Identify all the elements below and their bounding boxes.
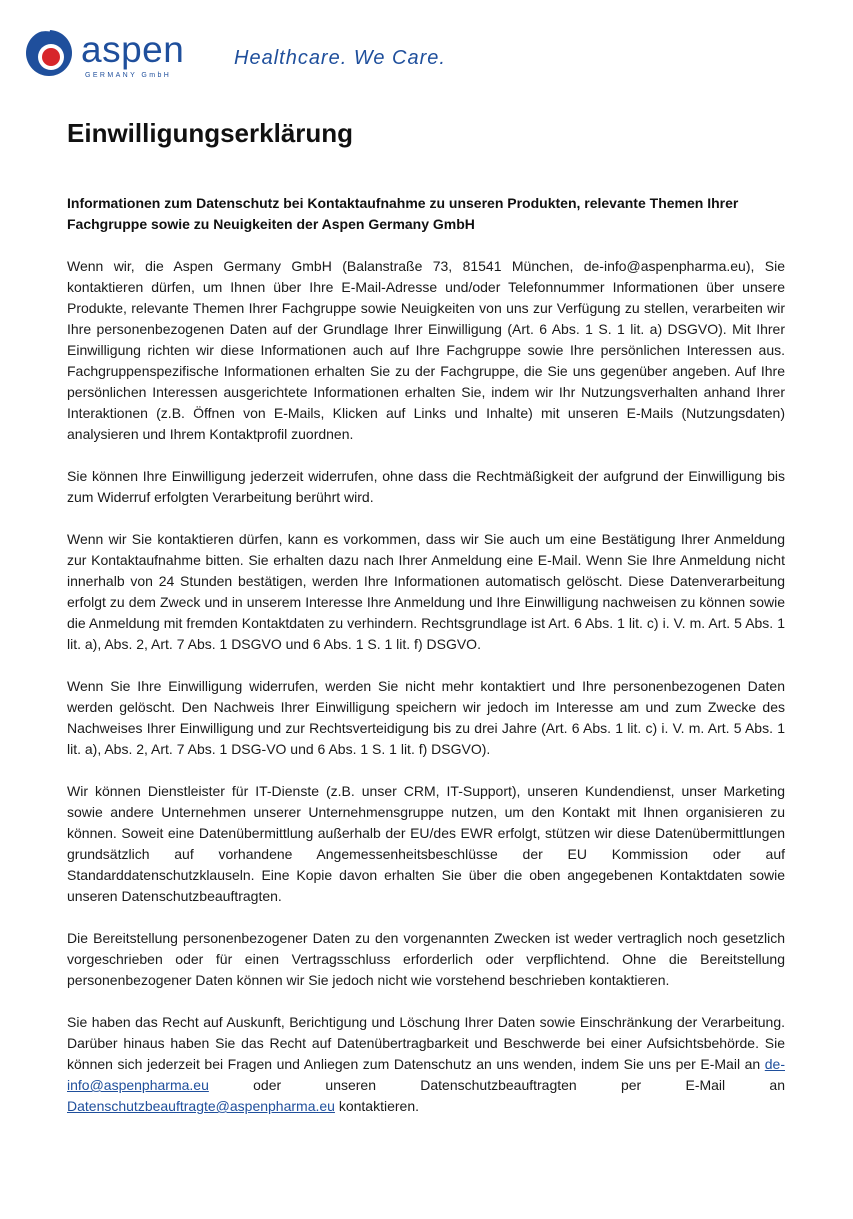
aspen-logo-icon — [24, 26, 74, 80]
page-header — [24, 26, 824, 86]
paragraph-provision: Die Bereitstellung personenbezogener Daten zu den vorgenannten Zwecken ist weder vertraglich noch gesetzlich vorgeschrieben oder für einen Vertragsschluss erforderlich oder verpflichtend. Ohne die Bereitstellung personenbezogener Daten können wir Sie jedoch nicht wie vorstehend beschrieben kontaktieren. — [67, 930, 785, 988]
page-title: Einwilligungserklärung — [67, 118, 354, 148]
tagline: Healthcare. We Care. — [234, 47, 446, 69]
paragraph-confirmation: Wenn wir Sie kontaktieren dürfen, kann es vorkommen, dass wir Sie auch um eine Bestätigung Ihrer Anmeldung zur Kontaktaufnahme bitten. Sie erhalten dazu nach Ihrer Anmeldung eine E-Mail. Wenn Sie Ihre Anmeldung nicht innerhalb von 24 Stunden bestätigen, werden Ihre Informationen automatisch gelöscht. Diese Datenverarbeitung erfolgt zu dem Zweck und in unserem Interesse Ihre Anmeldung und Ihre Einwilligung nachweisen zu können sowie die Anmeldung mit fremden Kontaktdaten zu verhindern. Rechtsgrundlage ist Art. 6 Abs. 1 lit. c) i. V. m. Art. 5 Abs. 1 lit. a), Abs. 2, Art. 7 Abs. 1 DSGVO und 6 Abs. 1 S. 1 lit. f) DSGVO. — [67, 531, 785, 652]
info-email-link[interactable]: de-info@aspenpharma.eu — [67, 1056, 785, 1093]
paragraph-deletion: Wenn Sie Ihre Einwilligung widerrufen, werden Sie nicht mehr kontaktiert und Ihre personenbezogenen Daten werden gelöscht. Den Nachweis Ihrer Einwilligung speichern wir jedoch im Interesse am und zum Zwecke des Nachweises Ihrer Einwilligung und zur Rechtsverteidigung bis zu drei Jahre (Art. 6 Abs. 1 lit. c) i. V. m. Art. 5 Abs. 1 lit. a), Abs. 2, Art. 7 Abs. 1 DSG-VO und 6 Abs. 1 S. 1 lit. f) DSGVO). — [67, 678, 785, 757]
rights-text-end: kontaktieren. — [334, 1098, 420, 1114]
paragraph-rights — [67, 1012, 785, 1117]
document-subtitle: Informationen zum Datenschutz bei Kontaktaufnahme zu unseren Produkten, relevante Themen Ihrer Fachgruppe sowie zu Neuigkeiten der Aspen Germany GmbH — [67, 195, 739, 232]
paragraph-service-providers: Wir können Dienstleister für IT-Dienste (z.B. unser CRM, IT-Support), unseren Kundendienst, unser Marketing sowie andere Unternehmen unserer Unternehmensgruppe nutzen, um den Kontakt mit Ihnen organisieren zu können. Soweit eine Datenübermittlung außerhalb der EU/des EWR erfolgt, stützen wir diese Datenübermittlungen grundsätzlich auf vorhandene Angemessenheitsbeschlüsse der EU Kommission oder auf Standarddatenschutzklauseln. Eine Kopie davon erhalten Sie über die oben angegebenen Kontaktdaten sowie unseren Datenschutzbeauftragten. — [67, 783, 785, 904]
paragraph-processing: Wenn wir, die Aspen Germany GmbH (Balanstraße 73, 81541 München, de-info@aspenpharma.eu), Sie kontaktieren dürfen, um Ihnen über Ihre E-Mail-Adresse und/oder Telefonnummer Informationen über unsere Produkte, relevante Themen Ihrer Fachgruppe sowie Neuigkeiten von uns zur Verfügung zu stellen, verarbeiten wir Ihre personenbezogenen Daten auf der Grundlage Ihrer Einwilligung (Art. 6 Abs. 1 S. 1 lit. a) DSGVO). Mit Ihrer Einwilligung richten wir diese Informationen auch auf Ihre Fachgruppe sowie Ihre persönlichen Interessen aus. Fachgruppenspezifische Informationen erhalten Sie zu der Fachgruppe, die Sie uns gegenüber angeben. Auf Ihre persönlichen Interessen ausgerichtete Informationen erhalten Sie, indem wir Ihr Nutzungsverhalten anhand Ihrer Interaktionen (z.B. Öffnen von E-Mails, Klicken auf Links und Inhalte) mit unseren E-Mails (Nutzungsdaten) analysieren und Ihrem Kontaktprofil zuordnen. — [67, 258, 785, 442]
document-body — [67, 117, 785, 1117]
rights-text-middle: oder unseren Datenschutzbeauftragten per E-Mail an — [208, 1077, 785, 1093]
logo-text: aspen — [81, 29, 185, 70]
dpo-email-link[interactable]: Datenschutzbeauftragte@aspenpharma.eu — [67, 1098, 335, 1114]
paragraph-withdrawal: Sie können Ihre Einwilligung jederzeit widerrufen, ohne dass die Rechtmäßigkeit der aufgrund der Einwilligung bis zum Widerruf erfolgten Verarbeitung berührt wird. — [67, 468, 785, 505]
logo-subtext: GERMANY GmbH — [85, 72, 172, 79]
rights-text-start: Sie haben das Recht auf Auskunft, Berichtigung und Löschung Ihrer Daten sowie Einschränkung der Verarbeitung. Darüber hinaus haben Sie das Recht auf Datenübertragbarkeit und Beschwerde bei einer Aufsichtsbehörde. Sie können sich jederzeit bei Fragen und Anliegen zum Datenschutz an uns wenden, indem Sie uns per E-Mail an — [67, 1014, 785, 1072]
